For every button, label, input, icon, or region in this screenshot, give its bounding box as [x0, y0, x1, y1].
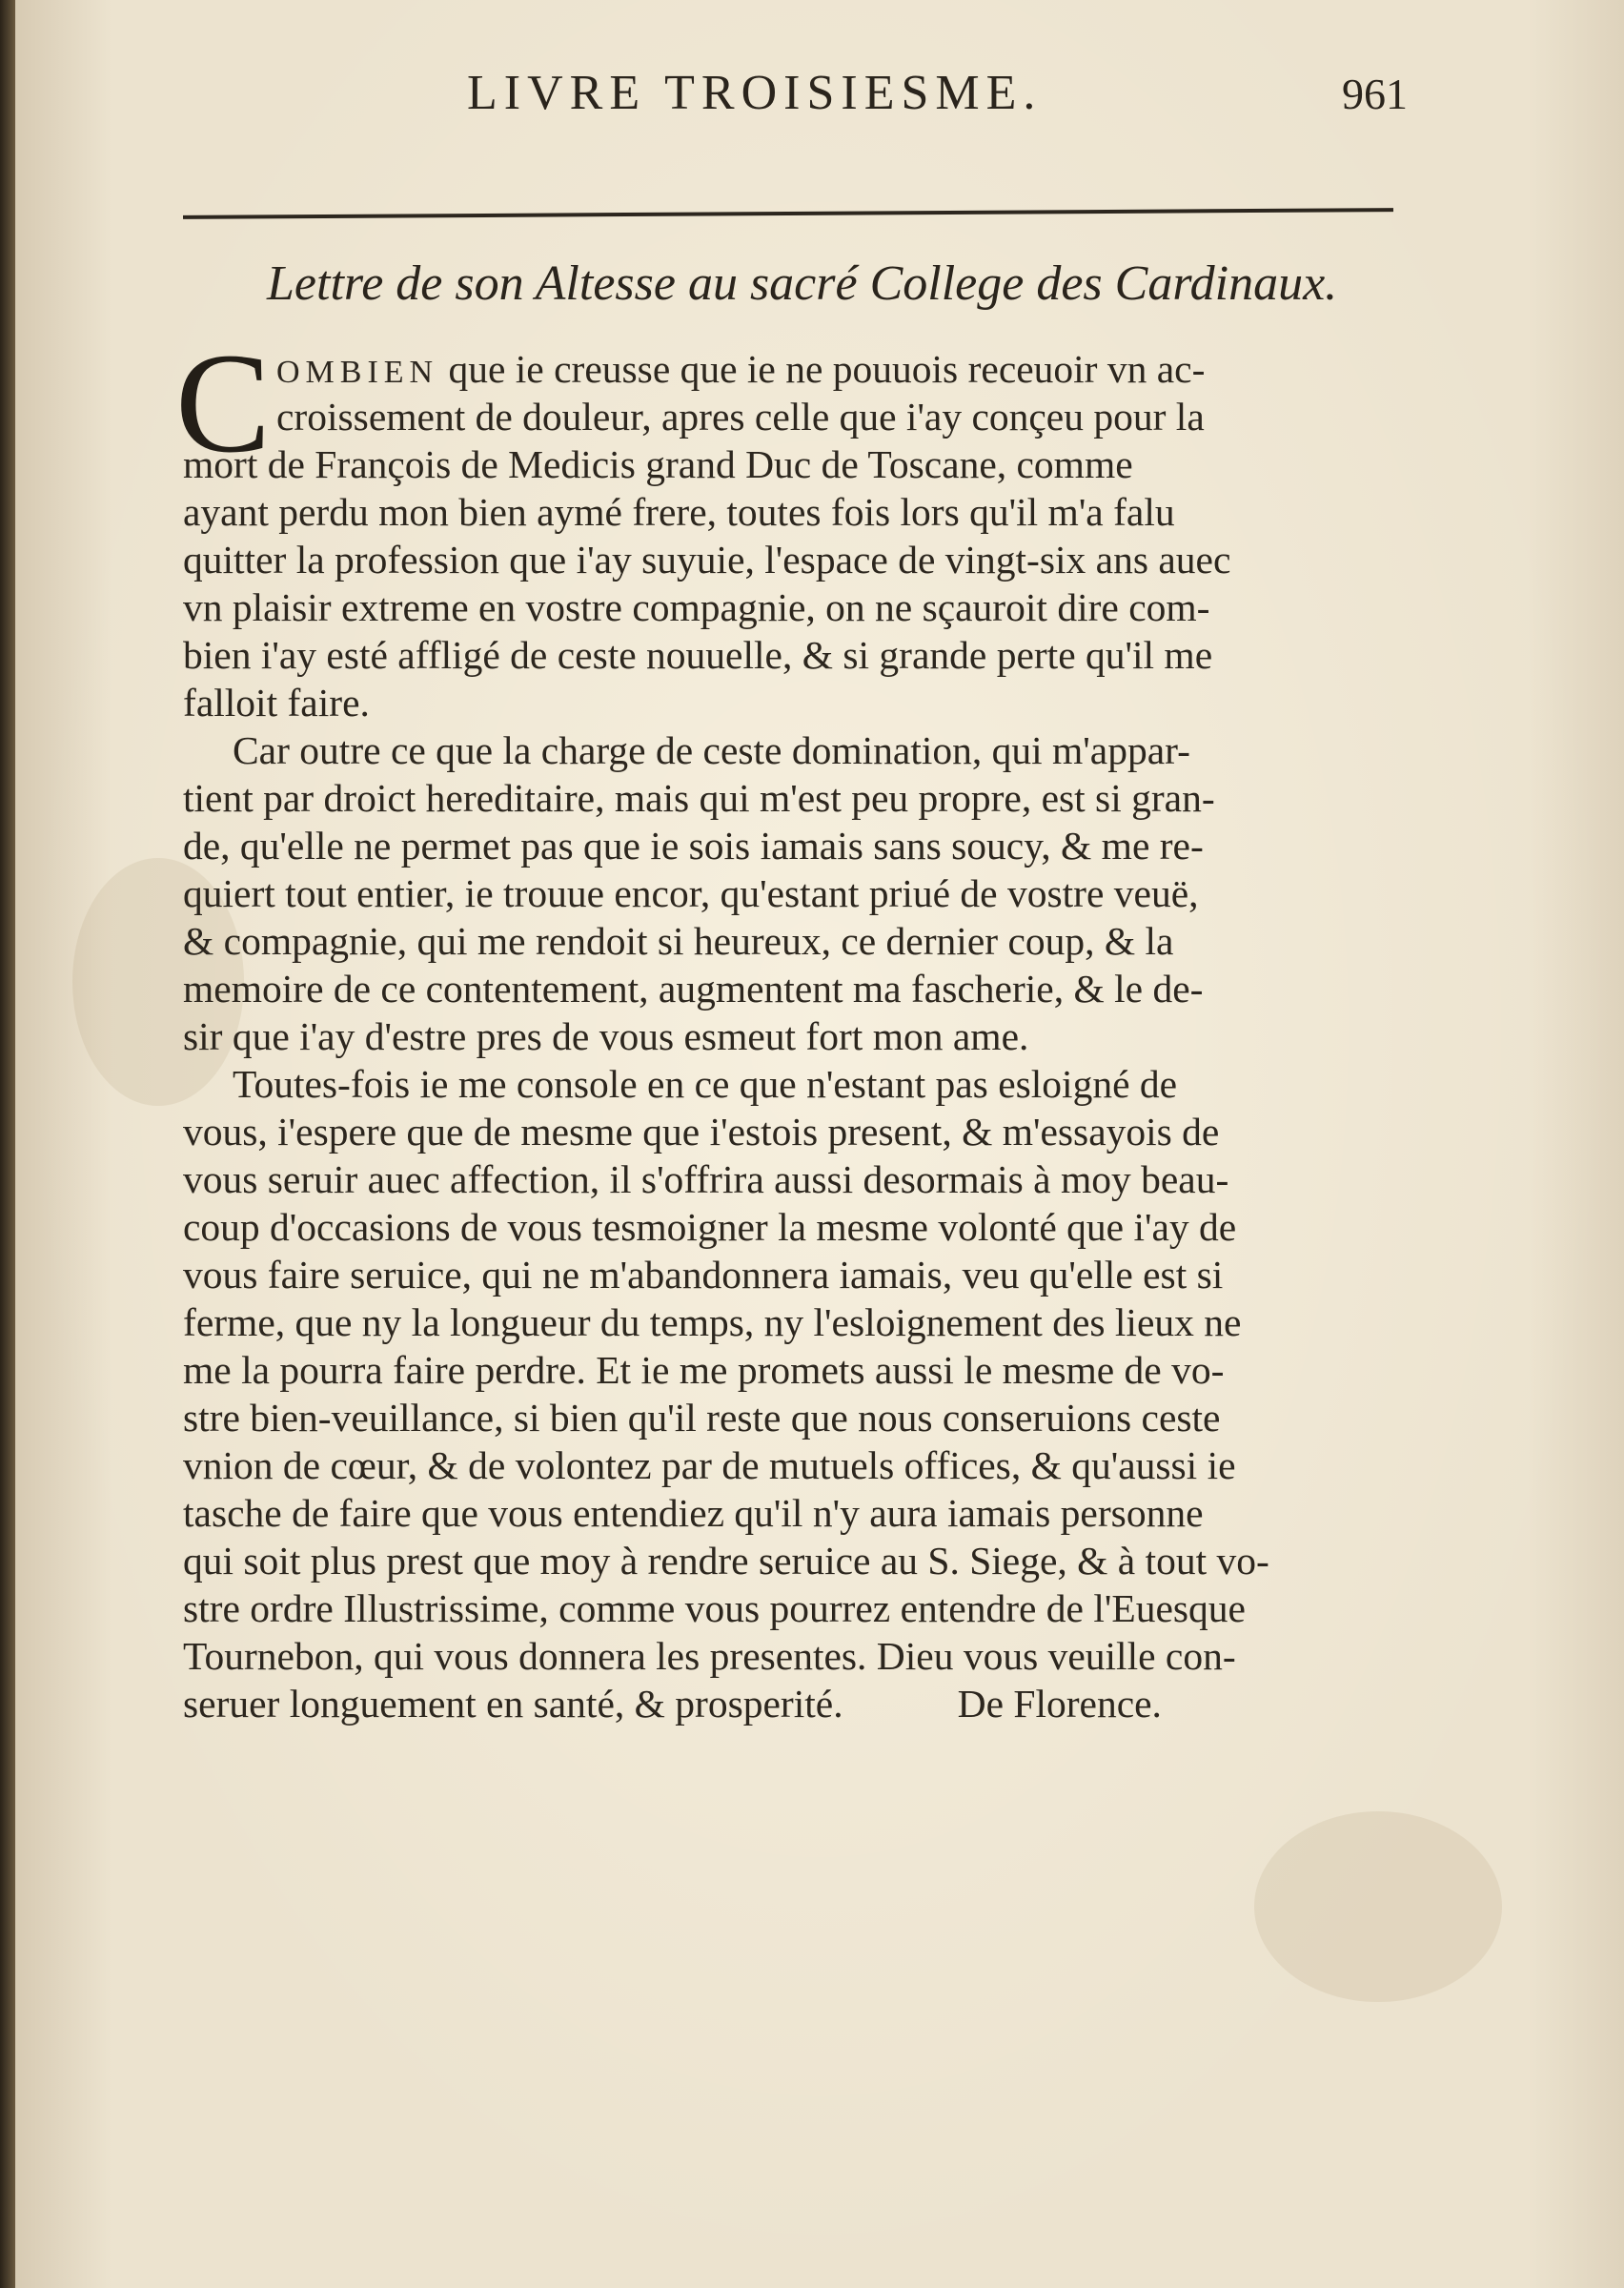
- text-line: quiert tout entier, ie trouue encor, qu'estant priué de vostre veuë,: [183, 871, 1199, 915]
- first-word: OMBIEN: [276, 355, 439, 390]
- text-line: de, qu'elle ne permet pas que ie sois iamais sans soucy, & me re-: [183, 824, 1204, 868]
- text-line: bien i'ay esté affligé de ceste nouuelle, & si grande perte qu'il me: [183, 633, 1213, 677]
- text-line: vous seruir auec affection, il s'offrira aussi desormais à moy beau-: [183, 1157, 1229, 1201]
- text-line: vnion de cœur, & de volontez par de mutuels offices, & qu'aussi ie: [183, 1443, 1236, 1487]
- line-text: que ie creusse que ie ne pouuois receuoir vn ac-: [438, 347, 1206, 391]
- text-line: qui soit plus prest que moy à rendre seruice au S. Siege, & à tout vo-: [183, 1539, 1269, 1583]
- text-line: ferme, que ny la longueur du temps, ny l'esloignement des lieux ne: [183, 1300, 1242, 1344]
- paragraph-start: Toutes-fois ie me console en ce que n'estant pas esloigné de: [233, 1062, 1178, 1106]
- text-line: tasche de faire que vous entendiez qu'il n'y aura iamais personne: [183, 1491, 1204, 1535]
- text-line: memoire de ce contentement, augmentent ma fascherie, & le de-: [183, 967, 1204, 1011]
- binding-gutter: [0, 0, 15, 2288]
- text-line: quitter la profession que i'ay suyuie, l'espace de vingt-six ans auec: [183, 538, 1231, 582]
- text-line: coup d'occasions de vous tesmoigner la mesme volonté que i'ay de: [183, 1205, 1237, 1249]
- text-line: sir que i'ay d'estre pres de vous esmeut fort mon ame.: [183, 1014, 1029, 1058]
- text-line: Tournebon, qui vous donnera les presentes. Dieu vous veuille con-: [183, 1634, 1236, 1678]
- page-number: 961: [1342, 70, 1408, 118]
- closing-text: seruer longuement en santé, & prosperité.: [183, 1682, 843, 1726]
- letter-title: Lettre de son Altesse au sacré College des Cardinaux.: [267, 256, 1338, 311]
- text-line: & compagnie, qui me rendoit si heureux, ce dernier coup, & la: [183, 919, 1174, 963]
- text-line: tient par droict hereditaire, mais qui m'est peu propre, est si gran-: [183, 776, 1215, 820]
- text-line: stre ordre Illustrissime, comme vous pourrez entendre de l'Euesque: [183, 1586, 1246, 1630]
- text-line: croissement de douleur, apres celle que i'ay conçeu pour la: [276, 395, 1205, 439]
- text-line: me la pourra faire perdre. Et ie me promets aussi le mesme de vo-: [183, 1348, 1225, 1392]
- closing-place: De Florence.: [957, 1682, 1162, 1726]
- text-line: vous, i'espere que de mesme que i'estois present, & m'essayois de: [183, 1110, 1220, 1154]
- text-line: [183, 345, 1422, 393]
- text-line: stre bien-veuillance, si bien qu'il reste que nous conseruions ceste: [183, 1396, 1221, 1440]
- paper-stain: [1254, 1811, 1502, 2002]
- paragraph-start: Car outre ce que la charge de ceste domination, qui m'appar-: [233, 728, 1190, 772]
- text-line: vn plaisir extreme en vostre compagnie, on ne sçauroit dire com-: [183, 585, 1210, 629]
- running-title: LIVRE TROISIESME.: [467, 66, 1043, 120]
- letter-body: [175, 324, 1422, 1727]
- closing-line: [183, 1680, 1422, 1727]
- drop-cap: C: [175, 324, 272, 482]
- text-line: ayant perdu mon bien aymé frere, toutes fois lors qu'il m'a falu: [183, 490, 1175, 534]
- text-line: falloit faire.: [183, 681, 370, 725]
- text-line: vous faire seruice, qui ne m'abandonnera iamais, veu qu'elle est si: [183, 1253, 1224, 1297]
- page-header: [0, 65, 1624, 132]
- text-line: mort de François de Medicis grand Duc de Toscane, comme: [183, 442, 1133, 486]
